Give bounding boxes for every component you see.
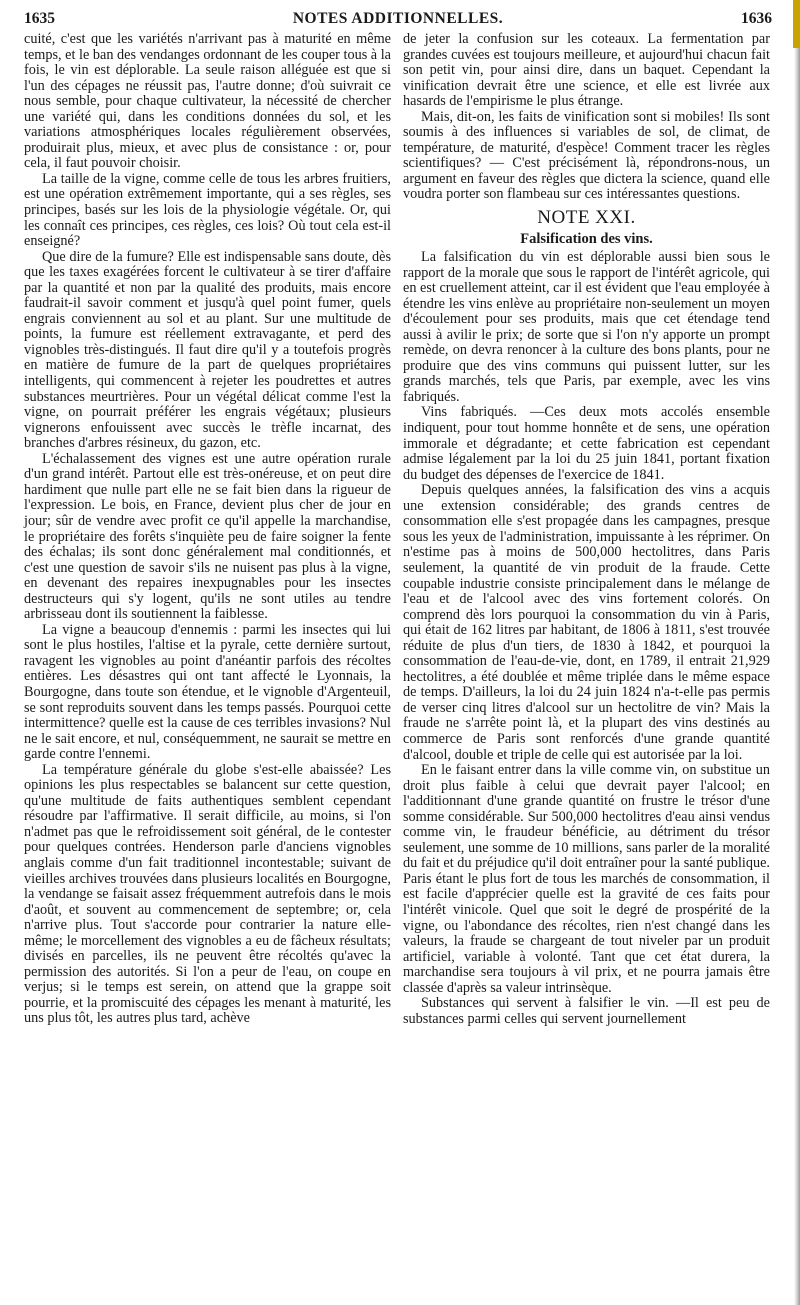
note-title: NOTE XXI. xyxy=(537,207,636,229)
paragraph: La vigne a beaucoup d'ennemis : parmi les insectes qui lui sont le plus hostiles, l'altise et la pyrale, cette dernière surtout, ravagent les vignobles au point d'anéantir parfois des récoltes entières. Les désastres qui ont tant affecté le Lyonnais, la Bourgogne, dans toute son étendue, et le vignoble d'Argenteuil, se sont reproduits souvent dans les temps passés. Pourquoi cette intermittence? quelle est la cause de ces terribles invasions? Nul ne le sait encore, et nul, conséquemment, ne saurait se mettre en garde contre l'ennemi. xyxy=(24,621,391,763)
right-column xyxy=(403,32,770,1027)
left-column xyxy=(24,32,391,1027)
paragraph: La falsification du vin est déplorable aussi bien sous le rapport de la morale que sous le rapport de l'intérêt agricole, qui en est cruellement atteint, car il est évident que l'eau employée à étendre les vins enlève au propriétaire non-seulement un moyen d'écoulement pour ses produits, mais que cet étendage tend aussi à avilir le prix; de sorte que si l'on n'y apporte un prompt remède, on devra renoncer à la culture des bons plants, pour ne produire que des vins communs qui puissent lutter, sur les grands marchés, tels que Paris, par exemple, avec les vins fabriqués. xyxy=(403,249,770,405)
paragraph: Que dire de la fumure? Elle est indispensable sans doute, dès que les taxes exagérées forcent le cultivateur à se tirer d'affaire par la quantité et non par la qualité des produits, mais encore faudrait-il savoir comment et jusqu'à quel point fumer, quels engrais conviennent au sol et au plant. Sur une multitude de points, la fumure est réellement extravagante, et perd des vignobles très-distingués. Il faut dire qu'il y a toutefois progrès en matière de fumure de la part de quelques propriétaires intelligents, qui commencent à rejeter les poudrettes et autres substances meurtrières. Pour un végétal délicat comme l'est la vigne, on pourrait préférer les engrais végétaux; plusieurs vignerons enfouissent avec succès le trèfle incarnat, des branches d'arbres résineux, du gazon, etc. xyxy=(24,248,391,452)
paragraph: L'échalassement des vignes est une autre opération rurale d'un grand intérêt. Partout elle est très-onéreuse, et on peut dire hardiment que nulle part elle ne se fait bien dans la rigueur de l'expression. Le bois, en France, devient plus cher de jour en jour; sûr de vendre avec profit ce qu'il appelle la marchandise, le propriétaire des forêts s'inquiète peu de faire soigner la fente des échalas; ils sont donc généralement mal conditionnés, et c'est une question de savoir s'ils ne nuisent pas plus à la vigne, en devenant des repaires inexpugnables pour les insectes destructeurs qui s'y logent, qu'ils ne sont utiles au tendre arbrisseau dont ils soutiennent la faiblesse. xyxy=(24,450,391,623)
paragraph: Depuis quelques années, la falsification des vins a acquis une extension considérable; des grands centres de consommation elle s'est propagée dans les campagnes, presque sous les yeux de l'administration, impuissante à les réprimer. On n'estime pas à moins de 500,000 hectolitres, dans Paris seulement, la quantité de vin produit de la fraude. Cette coupable industrie consiste principalement dans le mélange de l'eau et de l'alcool avec des vins fortement colorés. On comprend dès lors pourquoi la consommation du vin à Paris, qui était de 162 litres par habitant, de 1806 à 1811, s'est trouvée réduite de plus d'un tiers, de 1830 à 1842, et pourquoi la consommation de l'eau-de-vie, dont, en 1789, il entrait 21,929 hectolitres, a été doublée et même triplée dans le même espace de temps. D'ailleurs, la loi du 24 juin 1824 n'a-t-elle pas permis de verser cinq litres d'alcool sur un hectolitre de vin? Mais la fraude ne s'arrête point là, et la plupart des vins destinés au commerce de Paris sont renforcés d'une grande quantité d'alcool, double et triple de celle qui est autorisée par la loi. xyxy=(403,482,770,763)
paragraph: Mais, dit-on, les faits de vinification sont si mobiles! Ils sont soumis à des influences si variables de sol, de climat, de température, de maturité, d'espèce! Comment tracer les règles scientifiques? — C'est précisément là, répondrons-nous, un argument en faveur des règles que dictera la science, quand elle voudra porter son flambeau sur ces intéressantes questions. xyxy=(403,108,770,203)
paragraph: cuité, c'est que les variétés n'arrivant pas à maturité en même temps, et le ban des vendanges ordonnant de les couper tous à la fois, le vin est déplorable. La seule raison alléguée est que si l'un des cépages ne réussit pas, l'autre donne; d'où suivrait ce nous semble, pour chaque cultivateur, la nécessité de chercher une variété qui, dans les conditions données du sol, et les variations atmosphériques locales régulièrement observées, produirait plus, mieux, et avec plus de consistance : or, pour cela, il faut pouvoir choisir. xyxy=(24,31,391,172)
paragraph: La taille de la vigne, comme celle de tous les arbres fruitiers, est une opération extrêmement importante, qui a ses règles, ses principes, basés sur les lois de la physiologie végétale. Or, qui les connaît ces principes, ces règles, ces lois? Où tout cela est-il enseigné? xyxy=(24,170,391,250)
paragraph: Vins fabriqués. —Ces deux mots accolés ensemble indiquent, pour tout homme honnête et de sens, une opération immorale et dégradante; et cette fabrication est cependant admise légalement par la loi du 25 juin 1841, portant fixation du budget des dépenses de l'exercice de 1841. xyxy=(403,404,770,483)
page-edge-tab xyxy=(793,0,800,48)
right-page-number: 1636 xyxy=(741,10,772,27)
left-page-number: 1635 xyxy=(24,10,55,27)
paragraph: Substances qui servent à falsifier le vin. —Il est peu de substances parmi celles qui servent journellement xyxy=(403,995,770,1027)
paragraph: de jeter la confusion sur les coteaux. La fermentation par grandes cuvées est toujours meilleure, et aujourd'hui chacun fait son petit vin, pour ainsi dire, dans un baquet. Cependant la vinification devrait être une science, et elle est livrée aux hasards de l'empirisme le plus étrange. xyxy=(403,31,770,110)
running-title: NOTES ADDITIONNELLES. xyxy=(292,10,504,27)
paragraph: En le faisant entrer dans la ville comme vin, on substitue un droit plus faible à celui que devrait payer l'alcool; en l'additionnant d'une grande quantité on frustre le trésor d'une somme considérable. Sur 500,000 hectolitres d'eau ainsi vendus comme vin, le fraudeur bénéficie, au détriment du trésor seulement, une somme de 10 millions, sans parler de la moralité du fait et du préjudice qu'il doit entraîner pour la santé publique. Paris étant le plus fort de tous les marchés de consommation, il est facile d'apprécier quelle est la gravité de ces faits pour l'intérêt vinicole. Quel que soit le degré de prospérité de la vigne, ou l'abondance des récoltes, rien n'est changé dans les valeurs, la fraude se chargeant de tout niveler par un produit artificiel, variable à volonté. Tant que cet état durera, la marchandise sera toujours à vil prix, et ne pourra jamais être classée d'après sa valeur intrinsèque. xyxy=(403,762,770,996)
paragraph: La température générale du globe s'est-elle abaissée? Les opinions les plus respectables se balancent sur cette question, qu'une multitude de faits authentiques semblent cependant résoudre par l'affirmative. Il serait difficile, au moins, si l'on n'admet pas que le refroidissement soit général, de le contester pour quelques contrées. Henderson parle d'anciens vignobles anglais comme d'un fait traditionnel incontestable; suivant de vieilles archives trouvées dans plusieurs localités en Bourgogne, la vendange se faisait assez fréquemment autrefois dans le mois d'août, et souvent au commencement de septembre; or, cela n'arrive plus. Tout s'accorde pour contrarier la nature elle-même; le morcellement des vignobles a eu de fâcheux résultats; divisés en parcelles, ils ne peuvent être récoltés qu'avec la permission des autorités. Si l'on a peur de l'eau, on coupe en verjus; si le temps est serein, on attend que la grappe soit pourrie, et la promiscuité des cépages les menant à maturité, les uns plus tôt, les autres plus tard, achève xyxy=(24,761,391,1027)
page-edge xyxy=(794,0,800,1305)
note-subtitle: Falsification des vins. xyxy=(520,231,653,248)
